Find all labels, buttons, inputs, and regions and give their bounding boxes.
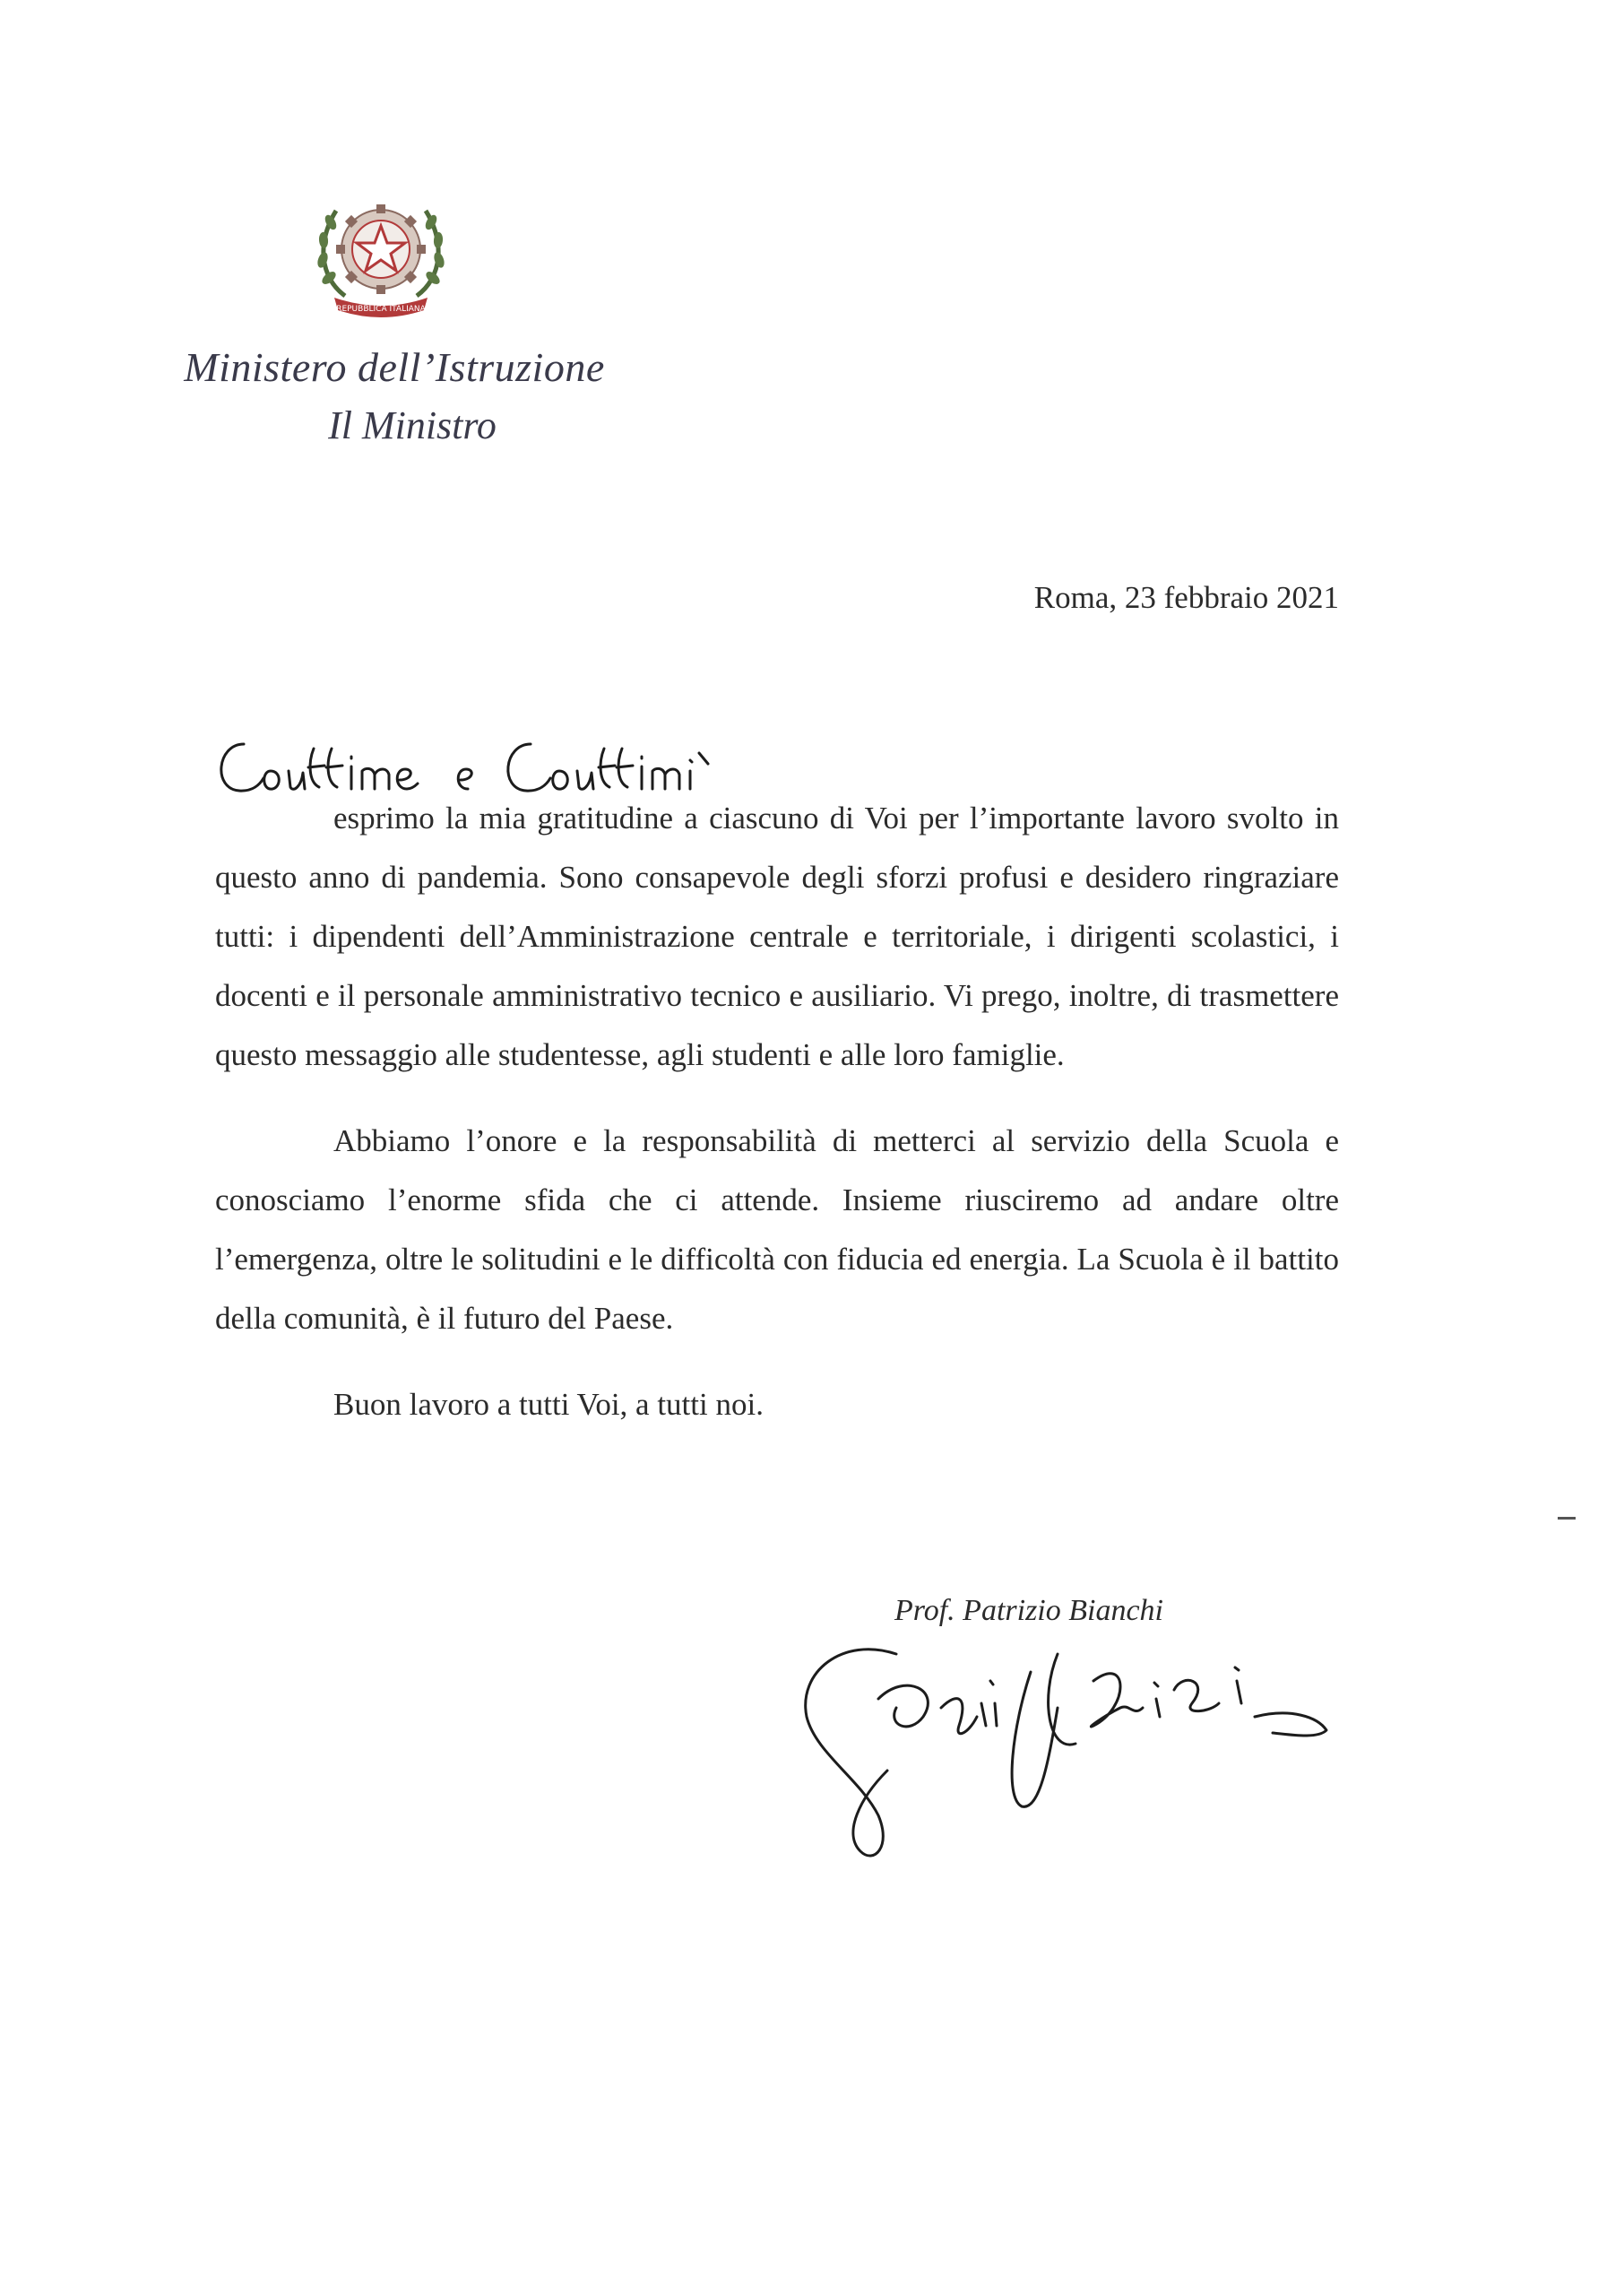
handwritten-signature-icon (789, 1618, 1344, 1869)
letterhead (170, 341, 618, 452)
italian-republic-emblem-icon (309, 179, 453, 323)
paragraph-2: Abbiamo l’onore e la responsabilità di metterci al servizio della Scuola e conosciamo l’enorme sfida che ci attende. Insieme riusciremo ad andare oltre l’emergenza, oltre le solitudini e le difficoltà con fiducia ed energia. La Scuola è il battito della comunità, è il futuro del Paese. (215, 1123, 1339, 1336)
ministry-role: Il Ministro (328, 403, 497, 447)
letter-body (215, 789, 1339, 1434)
emblem-text: REPUBBLICA ITALIANA (336, 305, 426, 314)
signatory-name: Prof. Patrizio Bianchi (894, 1594, 1164, 1627)
scan-edge-mark (1558, 1517, 1576, 1520)
letter-date: Roma, 23 febbraio 2021 (1033, 580, 1339, 615)
paragraph-3: Buon lavoro a tutti Voi, a tutti noi. (333, 1387, 764, 1422)
ministry-name: Ministero dell’Istruzione (184, 344, 605, 390)
paragraph-1: esprimo la mia gratitudine a ciascuno di Voi per l’importante lavoro svolto in questo anno di pandemia. Sono consapevole degli sforzi profusi e desidero ringraziare tutti: i dipendenti dell’Amministrazione centrale e territoriale, i dirigenti scolastici, i docenti e il personale amministrativo tecnico e ausiliario. Vi prego, inoltre, di trasmettere questo messaggio alle studentesse, agli studenti e alle loro famiglie. (215, 801, 1339, 1072)
